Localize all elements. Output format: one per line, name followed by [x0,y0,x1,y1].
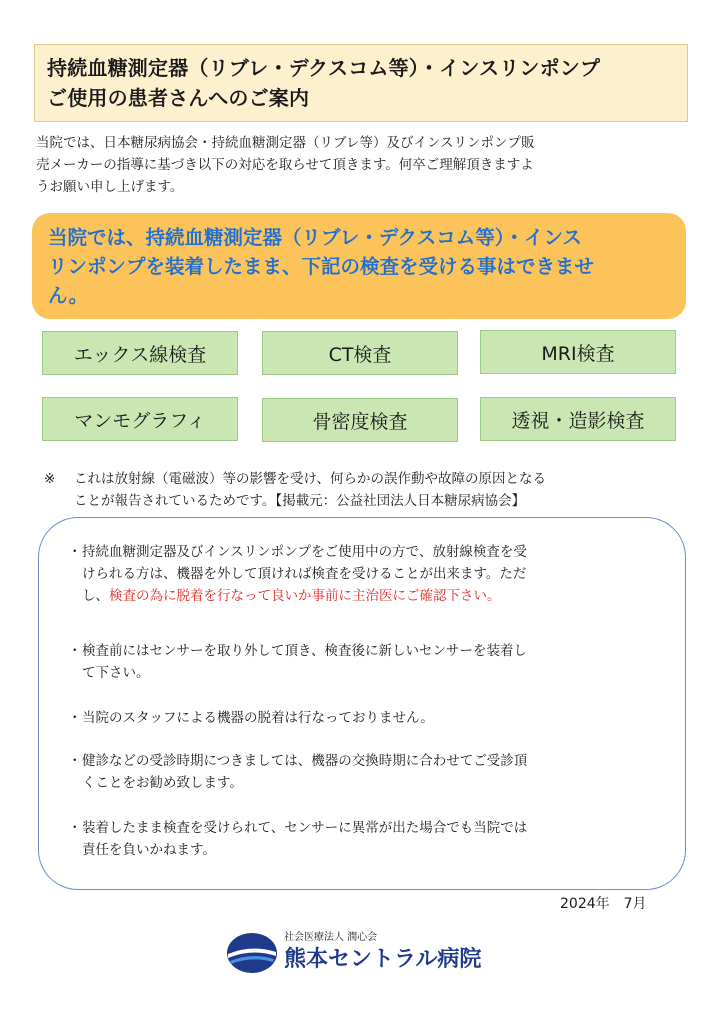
warning-box: 当院では、持続血糖測定器（リブレ・デクスコム等）・インス リンポンプを装着したまま、下記の検査を受ける事はできませ ん。 [32,213,686,319]
hospital-logo [226,928,506,978]
info-item-1 [68,541,668,607]
bullet: ・ [68,643,82,659]
info-item-1-text: 持続血糖測定器及びインスリンポンプをご使用中の方で、放射線検査を受 けられる方は、機器を外して頂ければ検査を受けることが出来ます。ただ し、 [82,544,527,604]
title-line-2: ご使用の患者さんへのご案内 [47,86,310,110]
footnote [44,468,684,512]
info-item-4-text: 健診などの受診時期につきましては、機器の交換時期に合わせてご受診頂 くことをお勧め致します。 [82,753,528,791]
info-item-3-text: 当院のスタッフによる機器の脱着は行なっておりません。 [82,710,434,726]
bullet: ・ [68,820,82,836]
exam-ct: CT検査 [262,331,458,375]
hospital-emblem-icon [226,932,278,974]
bullet: ・ [68,544,82,560]
bullet: ・ [68,710,82,726]
footnote-text: これは放射線（電磁波）等の影響を受け、何らかの誤作動や故障の原因となる ことが報告されているためです。【掲載元：公益社団法人日本糖尿病協会】 [74,471,546,509]
bullet: ・ [68,753,82,769]
info-item-1-red-text: 検査の為に脱着を行なって良いか事前に主治医にご確認下さい。 [109,588,501,604]
exam-bone-density: 骨密度検査 [262,398,458,442]
footnote-mark: ※ [44,471,56,487]
exam-mammography: マンモグラフィ [42,397,238,441]
title-box [34,44,688,122]
info-item-4 [68,750,668,794]
exam-fluoroscopy: 透視・造影検査 [480,397,676,441]
exam-mri: MRI検査 [480,330,676,374]
issue-date: 2024年 7月 [560,896,647,912]
title-line-1: 持続血糖測定器（リブレ・デクスコム等）・インスリンポンプ [47,56,601,80]
info-item-5 [68,817,668,861]
info-item-3 [68,707,668,729]
info-item-2-text: 検査前にはセンサーを取り外して頂き、検査後に新しいセンサーを装着し て下さい。 [82,643,527,681]
info-item-5-text: 装着したまま検査を受けられて、センサーに異常が出た場合でも当院では 責任を負いかねます。 [82,820,528,858]
intro-paragraph: 当院では、日本糖尿病協会・持続血糖測定器（リブレ等）及びインスリンポンプ販 売メーカーの指導に基づき以下の対応を取らせて頂きます。何卒ご理解頂きますよ うお願い申し上げます。 [36,135,535,195]
hospital-org-name: 社会医療法人 潤心会 [284,932,378,943]
hospital-name: 熊本セントラル病院 [284,947,482,972]
exam-xray: エックス線検査 [42,331,238,375]
info-item-2 [68,640,668,684]
